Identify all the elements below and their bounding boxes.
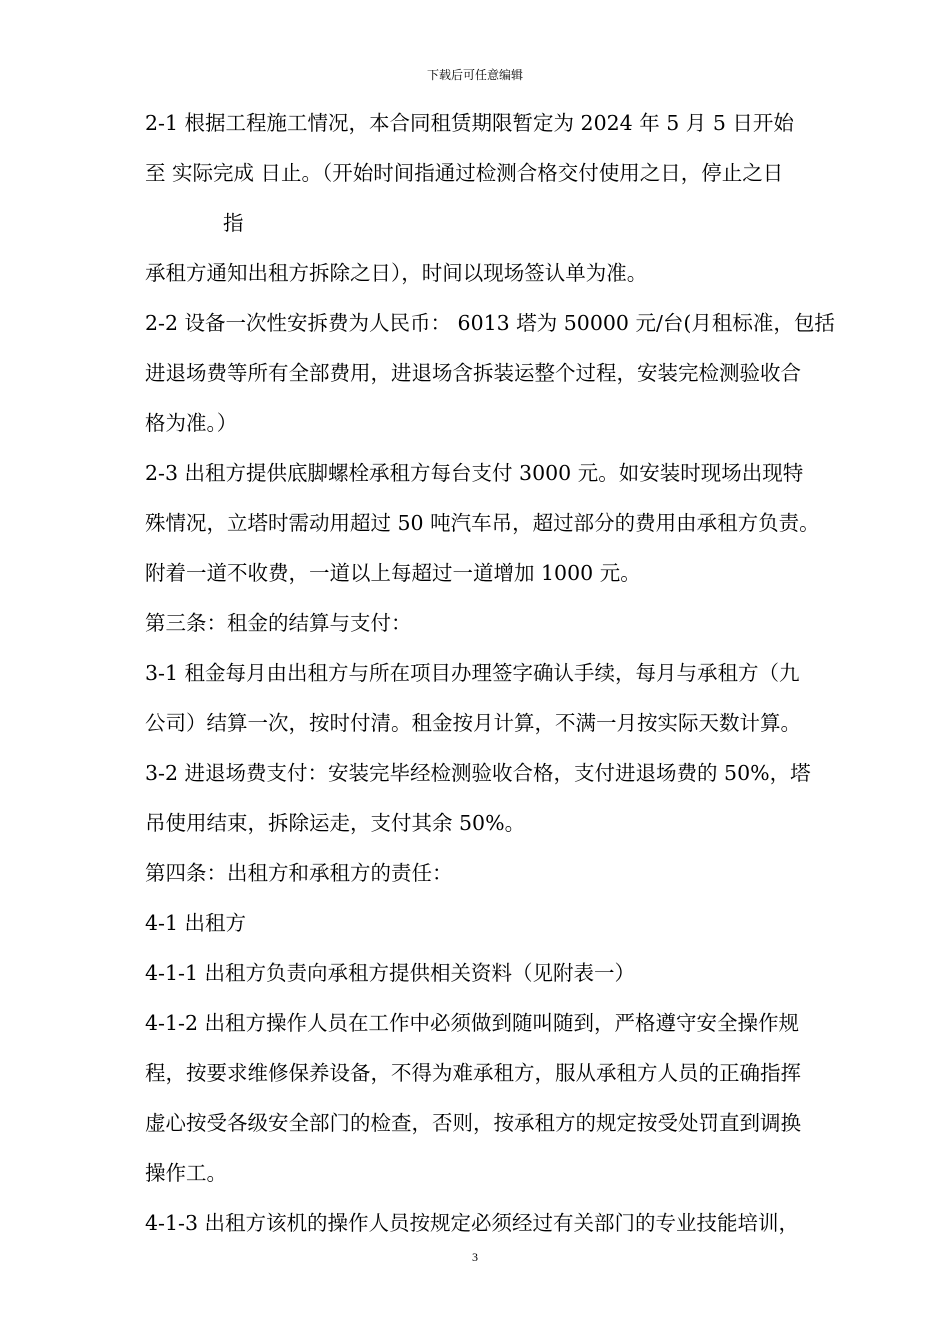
- text-line: 4-1-1 出租方负责向承租方提供相关资料（见附表一）: [145, 961, 635, 985]
- text-line: 2-2 设备一次性安拆费为人民币： 6013 塔为 50000 元/台(月租标准，包括: [145, 311, 835, 335]
- text-line: 程，按要求维修保养设备，不得为难承租方，服从承租方人员的正确指挥: [145, 1061, 801, 1085]
- text-line: 至 实际完成 日止。（开始时间指通过检测合格交付使用之日，停止之日: [145, 161, 784, 185]
- text-line: 3-1 租金每月由出租方与所在项目办理签字确认手续，每月与承租方（九: [145, 661, 800, 685]
- text-line: 附着一道不收费，一道以上每超过一道增加 1000 元。: [145, 561, 641, 585]
- text-line: 承租方通知出租方拆除之日），时间以现场签认单为准。: [145, 261, 648, 285]
- text-line: 吊使用结束，拆除运走，支付其余 50%。: [145, 811, 526, 835]
- text-line: 4-1-2 出租方操作人员在工作中必须做到随叫随到，严格遵守安全操作规: [145, 1011, 799, 1035]
- text-line: 2-3 出租方提供底脚螺栓承租方每台支付 3000 元。如安装时现场出现特: [145, 461, 804, 485]
- text-line: 虚心按受各级安全部门的检查，否则，按承租方的规定按受处罚直到调换: [145, 1111, 801, 1135]
- page-header: 下载后可任意编辑: [426, 68, 523, 82]
- text-line: 指: [223, 211, 244, 235]
- page-number: 3: [472, 1250, 478, 1264]
- section-heading: 第四条：出租方和承租方的责任：: [145, 861, 453, 885]
- text-line: 格为准。）: [145, 411, 238, 435]
- text-line: 2-1 根据工程施工情况，本合同租赁期限暂定为 2024 年 5 月 5 日开始: [145, 111, 794, 135]
- subsection-heading: 4-1 出租方: [145, 911, 247, 935]
- text-line: 3-2 进退场费支付：安装完毕经检测验收合格，支付进退场费的 50%，塔: [145, 761, 811, 785]
- text-line: 殊情况，立塔时需动用超过 50 吨汽车吊，超过部分的费用由承租方负责。: [145, 511, 820, 535]
- text-line: 4-1-3 出租方该机的操作人员按规定必须经过有关部门的专业技能培训，: [145, 1211, 799, 1235]
- text-line: 操作工。: [145, 1161, 227, 1185]
- contract-body: [145, 98, 865, 1248]
- text-line: 进退场费等所有全部费用，进退场含拆装运整个过程，安装完检测验收合: [145, 361, 801, 385]
- text-line: 公司）结算一次，按时付清。租金按月计算，不满一月按实际天数计算。: [145, 711, 801, 735]
- section-heading: 第三条：租金的结算与支付：: [145, 611, 412, 635]
